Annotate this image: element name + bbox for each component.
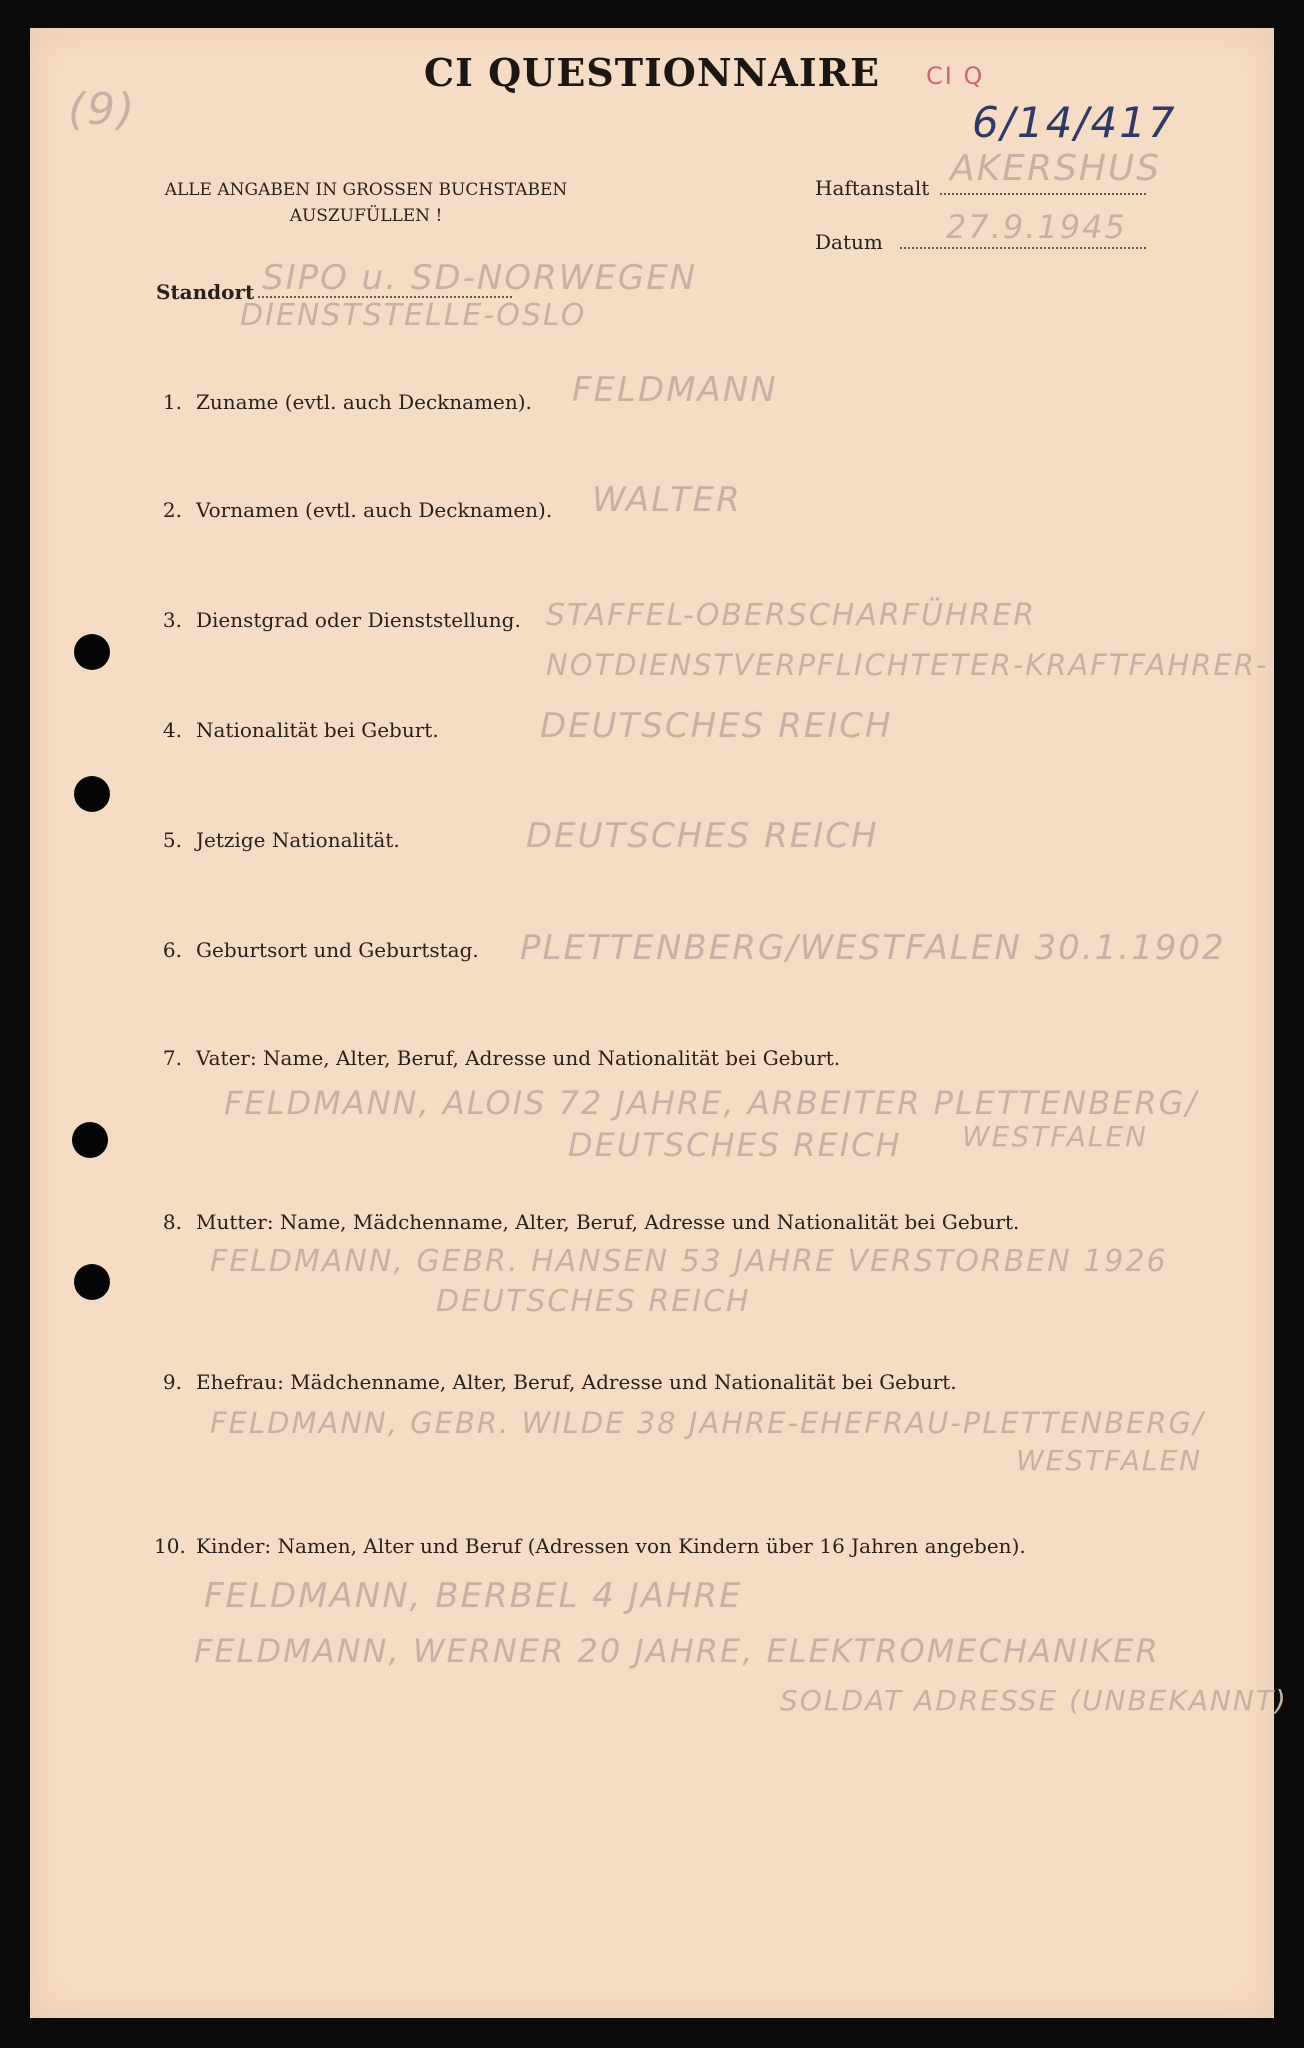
file-number: 6/14/417	[972, 98, 1177, 147]
page-title: CI QUESTIONNAIRE	[423, 50, 881, 95]
question-9-label: 9. Ehefrau: Mädchenname, Alter, Beruf, Adresse und Nationalität bei Geburt.	[162, 1370, 957, 1394]
question-2-answer: WALTER	[592, 480, 742, 520]
question-8-label: 8. Mutter: Name, Mädchenname, Alter, Beruf, Adresse und Nationalität bei Geburt.	[162, 1210, 1020, 1234]
punch-hole	[74, 634, 110, 670]
haftanstalt-label: Haftanstalt	[815, 176, 930, 200]
question-4-label: 4. Nationalität bei Geburt.	[162, 718, 439, 742]
question-5-label: 5. Jetzige Nationalität.	[162, 828, 400, 852]
question-9-answer-2: WESTFALEN	[1016, 1444, 1203, 1477]
question-9-answer-1: FELDMANN, GEBR. WILDE 38 JAHRE-EHEFRAU-PLETTENBERG/	[210, 1406, 1205, 1440]
datum-value: 27.9.1945	[946, 208, 1127, 246]
archive-ref: (9)	[68, 84, 137, 135]
question-10-label: 10. Kinder: Namen, Alter und Beruf (Adressen von Kindern über 16 Jahren angeben).	[154, 1534, 1026, 1558]
instruction-line-1: ALLE ANGABEN IN GROSSEN BUCHSTABEN	[164, 180, 568, 200]
question-6-label: 6. Geburtsort und Geburtstag.	[162, 938, 479, 962]
question-7-answer-1: FELDMANN, ALOIS 72 JAHRE, ARBEITER PLETTENBERG/	[224, 1084, 1199, 1122]
question-1-answer: FELDMANN	[572, 370, 778, 410]
punch-hole	[72, 1122, 108, 1158]
standort-value-2: DIENSTSTELLE-OSLO	[240, 298, 587, 333]
instruction-line-2: AUSZUFÜLLEN !	[289, 206, 443, 226]
question-10-answer-1: FELDMANN, BERBEL 4 JAHRE	[204, 1576, 743, 1616]
question-1-label: 1. Zuname (evtl. auch Decknamen).	[162, 390, 532, 414]
question-6-answer: PLETTENBERG/WESTFALEN 30.1.1902	[520, 928, 1226, 968]
question-8-answer-2: DEUTSCHES REICH	[436, 1284, 751, 1319]
standort-label: Standort	[156, 280, 255, 304]
question-7-answer-2: DEUTSCHES REICH	[568, 1126, 902, 1164]
questionnaire-sheet	[30, 28, 1274, 2018]
datum-label: Datum	[815, 230, 883, 254]
haftanstalt-value: AKERSHUS	[950, 148, 1162, 189]
question-7-label: 7. Vater: Name, Alter, Beruf, Adresse und Nationalität bei Geburt.	[162, 1046, 841, 1070]
question-2-label: 2. Vornamen (evtl. auch Decknamen).	[162, 498, 553, 522]
datum-line	[900, 247, 1146, 249]
punch-hole	[74, 1264, 110, 1300]
question-4-answer: DEUTSCHES REICH	[540, 706, 893, 746]
standort-value-1: SIPO u. SD-NORWEGEN	[262, 258, 698, 298]
haftanstalt-line	[940, 193, 1146, 195]
question-10-answer-2: FELDMANN, WERNER 20 JAHRE, ELEKTROMECHANIKER	[194, 1632, 1160, 1670]
question-10-answer-3: SOLDAT ADRESSE (UNBEKANNT)	[780, 1684, 1288, 1717]
question-7-answer-3: WESTFALEN	[962, 1120, 1149, 1153]
question-3-answer-1: STAFFEL-OBERSCHARFÜHRER	[546, 598, 1037, 633]
question-5-answer: DEUTSCHES REICH	[526, 816, 879, 856]
stamp-mark: CI Q	[926, 62, 985, 90]
question-3-answer-2: NOTDIENSTVERPFLICHTETER-KRAFTFAHRER-	[546, 648, 1269, 682]
punch-hole	[74, 776, 110, 812]
question-8-answer-1: FELDMANN, GEBR. HANSEN 53 JAHRE VERSTORBEN 1926	[210, 1244, 1168, 1279]
question-3-label: 3. Dienstgrad oder Dienststellung.	[162, 608, 521, 632]
